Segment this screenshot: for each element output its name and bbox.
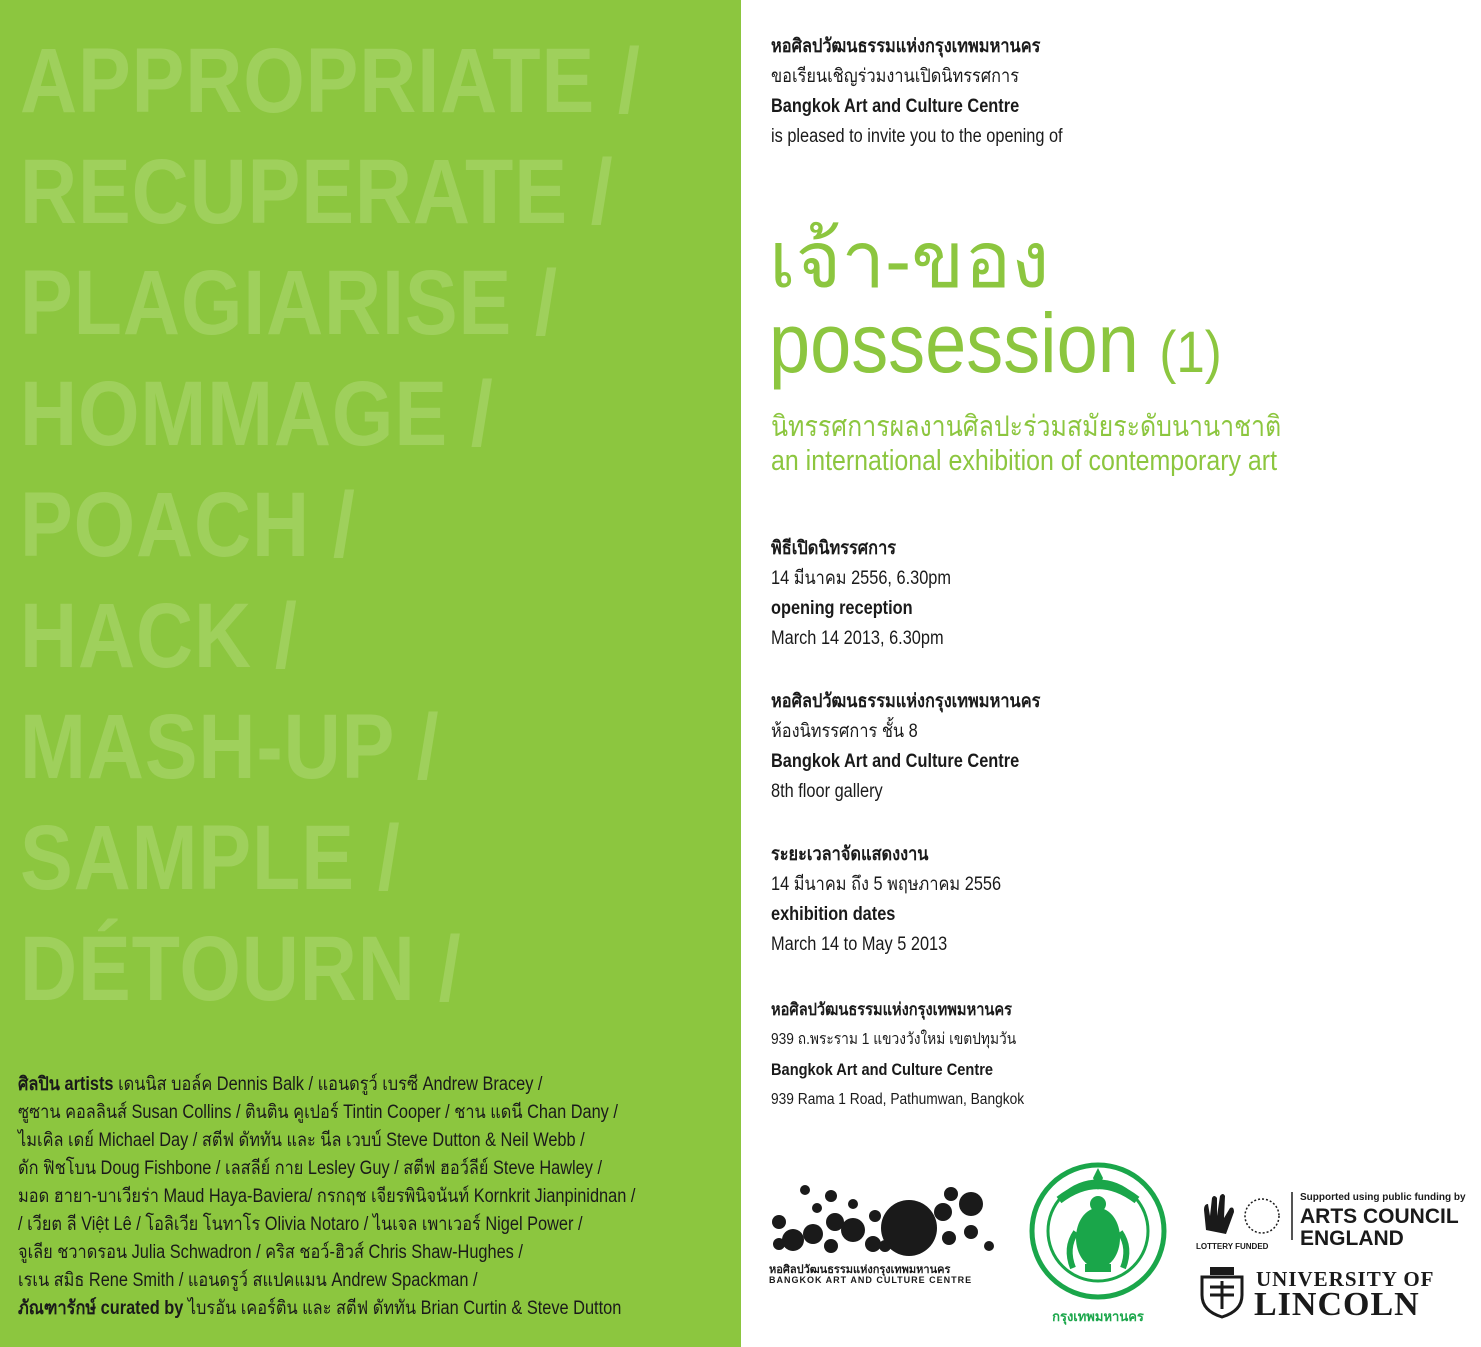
lottery-hand-icon xyxy=(1196,1190,1296,1240)
ace-name-line-2: ENGLAND xyxy=(1300,1227,1404,1250)
dates-range-th: 14 มีนาคม ถึง 5 พฤษภาคม 2556 xyxy=(771,874,1002,895)
address-name-en: Bangkok Art and Culture Centre xyxy=(771,1060,994,1079)
artists-credits xyxy=(18,1071,733,1323)
seal-label: กรุงเทพมหานคร xyxy=(1052,1309,1144,1324)
address-line-th: 939 ถ.พระราม 1 แขวงวังใหม่ เขตปทุมวัน xyxy=(771,1031,1017,1048)
address-name-th: หอศิลปวัฒนธรรมแห่งกรุงเทพมหานคร xyxy=(771,1000,1013,1019)
title-thai: เจ้า-ของ xyxy=(769,216,1050,304)
dates-label-th: ระยะเวลาจัดแสดงงาน xyxy=(771,844,929,865)
right-panel xyxy=(741,0,1481,1347)
invite-text-en: is pleased to invite you to the opening of xyxy=(771,126,1063,147)
artists-line xyxy=(18,1071,633,1099)
title-english xyxy=(769,295,1222,401)
curator-names: ไบรอัน เคอร์ติน และ สตีฟ ดัททัน Brian Curtin & Steve Dutton xyxy=(187,1298,622,1319)
lincoln-line-2: LINCOLN xyxy=(1254,1286,1420,1323)
word-list xyxy=(20,26,741,1025)
venue-name-en: Bangkok Art and Culture Centre xyxy=(771,751,1020,772)
venue-name-th: หอศิลปวัฒนธรรมแห่งกรุงเทพมหานคร xyxy=(771,691,1041,712)
artists-line: / เวียต ลี Việt Lê / โอลิเวีย โนทาโร Olivia Notaro / ไนเจล เพาเวอร์ Nigel Power / xyxy=(18,1214,583,1235)
artist-names: เดนนิส บอล์ค Dennis Balk / แอนดรูว์ เบรซี Andrew Bracey / xyxy=(118,1074,543,1095)
bangkok-seal-icon xyxy=(1029,1160,1167,1302)
bangkok-seal xyxy=(1029,1160,1167,1330)
subtitle-thai: นิทรรศการผลงานศิลปะร่วมสมัยระดับนานาชาติ xyxy=(771,411,1282,443)
word-item: APPROPRIATE / xyxy=(20,30,641,132)
lincoln-line-1: UNIVERSITY OF xyxy=(1256,1267,1435,1291)
opening-label-th: พิธีเปิดนิทรรศการ xyxy=(771,538,897,559)
opening-date-en: March 14 2013, 6.30pm xyxy=(771,628,944,649)
word-item: RECUPERATE / xyxy=(20,141,614,243)
curated-label-en: curated by xyxy=(100,1298,184,1319)
artists-line: ดัก ฟิชโบน Doug Fishbone / เลสลีย์ กาย Lesley Guy / สตีฟ ฮอว์ลีย์ Steve Hawley / xyxy=(18,1158,603,1179)
word-item: HACK / xyxy=(20,585,298,687)
artists-line: มอด ฮายา-บาเวียร่า Maud Haya-Baviera/ กรกฤช เจียรพินิจนันท์ Kornkrit Jianpinidnan / xyxy=(18,1186,636,1207)
venue-room-en: 8th floor gallery xyxy=(771,781,883,802)
word-item: SAMPLE / xyxy=(20,807,401,909)
address-line-en: 939 Rama 1 Road, Pathumwan, Bangkok xyxy=(771,1091,1025,1108)
dates-block xyxy=(771,840,1039,960)
artists-line: จูเลีย ชวาดรอน Julia Schwadron / คริส ชอว์-ฮิวส์ Chris Shaw-Hughes / xyxy=(18,1242,523,1263)
university-lincoln-logo xyxy=(1196,1265,1471,1325)
artists-line: ไมเคิล เดย์ Michael Day / สตีฟ ดัททัน และ นีล เวบบ์ Steve Dutton & Neil Webb / xyxy=(18,1130,585,1151)
word-item: DÉTOURN / xyxy=(20,918,462,1020)
ace-name xyxy=(1300,1206,1459,1250)
ace-name-line-1: ARTS COUNCIL xyxy=(1300,1205,1459,1228)
bacc-name-th: หอศิลปวัฒนธรรมแห่งกรุงเทพมหานคร xyxy=(769,1264,951,1276)
venue-room-th: ห้องนิทรรศการ ชั้น 8 xyxy=(771,721,918,742)
subtitle-english: an international exhibition of contemporary art xyxy=(771,445,1278,477)
title-number: (1) xyxy=(1159,320,1222,385)
bacc-name-en: BANGKOK ART AND CULTURE CENTRE xyxy=(769,1275,973,1285)
dates-range-en: March 14 to May 5 2013 xyxy=(771,934,948,955)
word-item: PLAGIARISE / xyxy=(20,252,558,354)
word-item: POACH / xyxy=(20,474,356,576)
word-item: HOMMAGE / xyxy=(20,363,494,465)
title-word: possession xyxy=(769,296,1139,390)
word-item: MASH-UP / xyxy=(20,696,440,798)
bacc-logo xyxy=(769,1182,1009,1292)
subtitle-block xyxy=(771,410,1364,478)
artists-label-en: artists xyxy=(64,1074,114,1095)
org-name-en: Bangkok Art and Culture Centre xyxy=(771,96,1020,117)
artists-line: เรเน สมิธ Rene Smith / แอนดรูว์ สแปคแมน Andrew Spackman / xyxy=(18,1270,478,1291)
lincoln-crest-icon xyxy=(1196,1265,1248,1319)
lottery-funded-label: LOTTERY FUNDED xyxy=(1196,1242,1269,1251)
arts-council-logo xyxy=(1196,1190,1471,1260)
artists-label-th: ศิลปิน xyxy=(18,1074,60,1095)
org-name-th: หอศิลปวัฒนธรรมแห่งกรุงเทพมหานคร xyxy=(771,36,1041,57)
venue-block xyxy=(771,687,1084,807)
bacc-dots-icon xyxy=(769,1182,1009,1260)
dates-label-en: exhibition dates xyxy=(771,904,896,925)
artists-line: ซูซาน คอลลินส์ Susan Collins / ตินติน คูเปอร์ Tintin Cooper / ชาน แดนี Chan Dany / xyxy=(18,1102,618,1123)
invitation-block xyxy=(771,32,1110,152)
curated-label-th: ภัณฑารักษ์ xyxy=(18,1298,97,1319)
curated-line xyxy=(18,1295,633,1323)
address-block xyxy=(771,995,1065,1115)
opening-block xyxy=(771,534,980,654)
ace-support-text: Supported using public funding by xyxy=(1300,1192,1466,1203)
opening-label-en: opening reception xyxy=(771,598,913,619)
invite-text-th: ขอเรียนเชิญร่วมงานเปิดนิทรรศการ xyxy=(771,66,1020,87)
opening-date-th: 14 มีนาคม 2556, 6.30pm xyxy=(771,568,952,589)
